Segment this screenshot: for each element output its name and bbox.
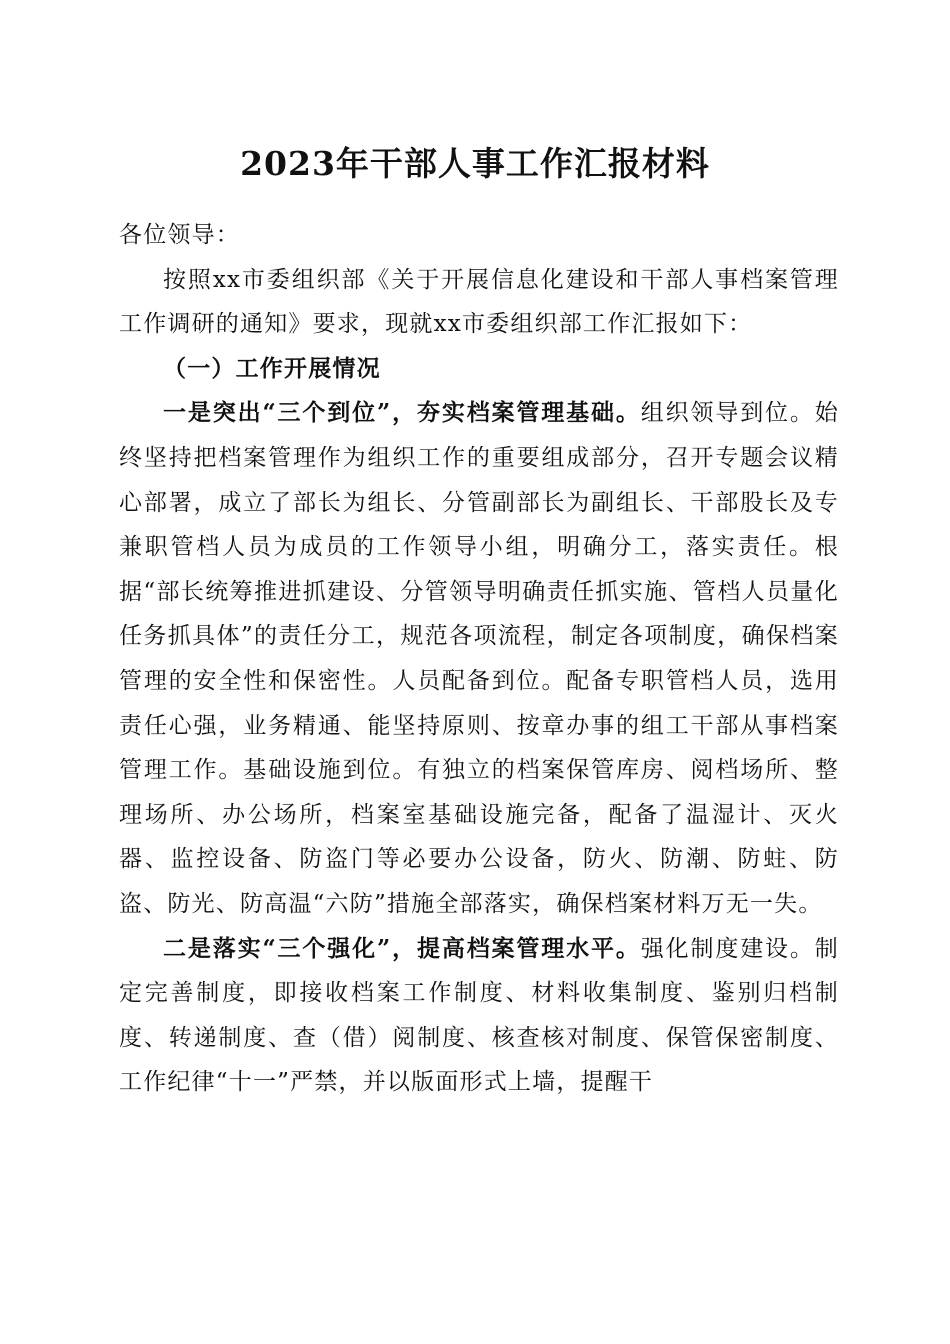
document-body — [119, 213, 839, 1105]
paragraph-2 — [119, 927, 839, 1105]
paragraph-1-body: 组织领导到位。始终坚持把档案管理作为组织工作的重要组成部分，召开专题会议精心部署，成立了部长为组长、分管副部长为副组长、干部股长及专兼职管档人员为成员的工作领导小组，明确分工，落实责任。根据“部长统筹推进抓建设、分管领导明确责任抓实施、管档人员量化任务抓具体”的责任分工，规范各项流程，制定各项制度，确保档案管理的安全性和保密性。人员配备到位。配备专职管档人员，选用责任心强，业务精通、能坚持原则、按章办事的组工干部从事档案管理工作。基础设施到位。有独立的档案保管库房、阅档场所、整理场所、办公场所，档案室基础设施完备，配备了温湿计、灭火器、监控设备、防盗门等必要办公设备，防火、防潮、防蛀、防盗、防光、防高温“六防”措施全部落实，确保档案材料万无一失。 — [119, 400, 839, 917]
intro-paragraph: 按照xx市委组织部《关于开展信息化建设和干部人事档案管理工作调研的通知》要求，现就xx市委组织部工作汇报如下： — [119, 266, 839, 338]
salutation: 各位领导： — [119, 222, 240, 248]
document-title: 2023年干部人事工作汇报材料 — [240, 144, 710, 183]
paragraph-1 — [119, 391, 839, 926]
paragraph-2-body: 强化制度建设。制定完善制度，即接收档案工作制度、材料收集制度、鉴别归档制度、转递制度、查（借）阅制度、核查核对制度、保管保密制度、工作纪律“十一”严禁，并以版面形式上墙，提醒干 — [119, 935, 839, 1096]
paragraph-1-lead: 一是突出“三个到位”，夯实档案管理基础。 — [163, 399, 641, 427]
paragraph-2-lead: 二是落实“三个强化”，提高档案管理水平。 — [163, 934, 641, 962]
section-heading: （一）工作开展情况 — [163, 354, 381, 382]
